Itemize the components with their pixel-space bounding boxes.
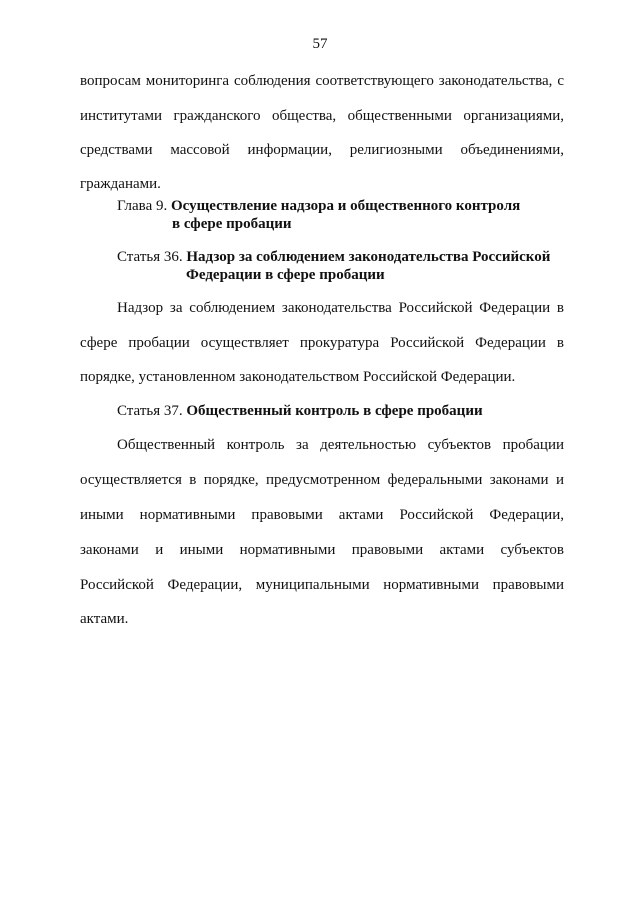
text-line: актами.	[80, 611, 129, 627]
page-number: 57	[312, 36, 328, 52]
chapter-title-cont: в сфере пробации	[172, 216, 292, 232]
article-title-cont: Федерации в сфере пробации	[186, 267, 385, 283]
text-line: законами и иными нормативными правовыми актами субъектов	[80, 542, 564, 558]
text-line: сфере пробации осуществляет прокуратура Российской Федерации в	[80, 335, 564, 351]
text-line: гражданами.	[80, 176, 161, 192]
article-prefix: Статья 37.	[117, 403, 183, 419]
text-line: Надзор за соблюдением законодательства Российской Федерации в	[117, 300, 564, 316]
text-line: институтами гражданского общества, общественными организациями,	[80, 108, 564, 124]
article-title: Надзор за соблюдением законодательства Российской	[186, 249, 551, 265]
text-line: иными нормативными правовыми актами Российской Федерации,	[80, 507, 564, 523]
text-line: средствами массовой информации, религиозными объединениями,	[80, 142, 564, 158]
chapter-title: Осуществление надзора и общественного контроля	[170, 198, 521, 214]
text-line: вопросам мониторинга соблюдения соответствующего законодательства, с	[80, 73, 564, 89]
text-line: осуществляется в порядке, предусмотренном федеральными законами и	[80, 472, 564, 488]
article-title: Общественный контроль в сфере пробации	[186, 403, 483, 419]
text-line: Российской Федерации, муниципальными нормативными правовыми	[80, 577, 564, 593]
chapter-prefix: Глава 9.	[117, 198, 168, 214]
text-line: Общественный контроль за деятельностью субъектов пробации	[117, 437, 564, 453]
article-prefix: Статья 36.	[117, 249, 183, 265]
text-line: порядке, установленном законодательством Российской Федерации.	[80, 369, 516, 385]
